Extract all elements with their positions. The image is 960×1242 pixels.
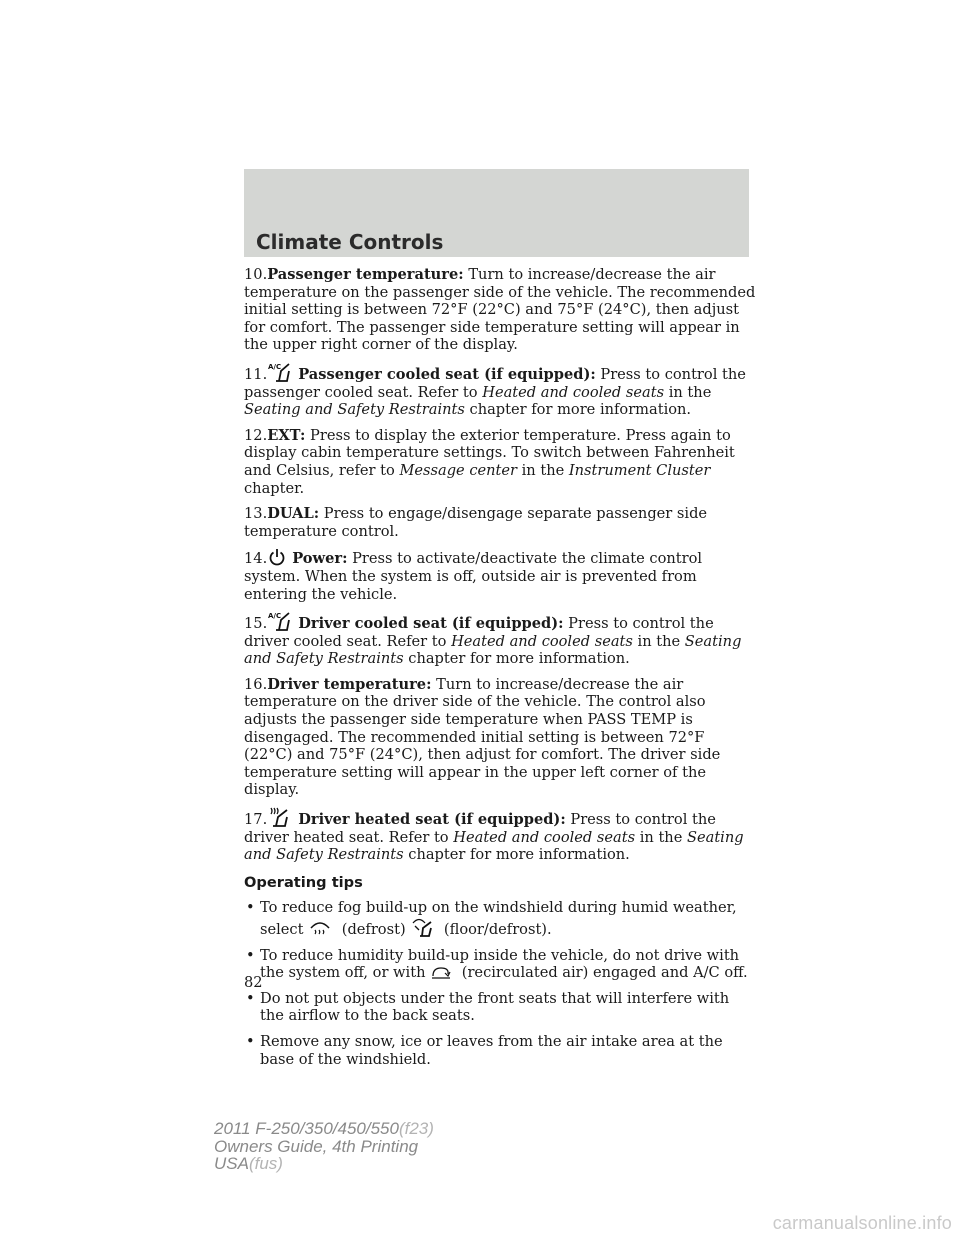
svg-text:A/C: A/C [268,362,282,371]
heated-seat-icon [268,807,292,827]
chapter-title: Climate Controls [256,230,444,254]
item-14: 14. Power: Press to activate/deactivate the climate control system. When the system is off, outside air is prevented from entering the vehicle. [244,550,703,603]
tip-item: • Remove any snow, ice or leaves from the air intake area at the base of the windshield. [246,1032,723,1068]
defrost-icon [309,919,331,937]
operating-tips-list [244,899,756,1068]
ac-cooled-seat-icon [268,362,292,382]
item-15: 15. A/C Driver cooled seat (if equipped): Press to control the driver cooled seat. Refer to Heated and cooled seats in the Seating and Safety Restraints chapter for more information. [244,612,742,668]
operating-tips-heading: Operating tips [244,873,363,891]
power-icon [268,548,286,566]
footer-line-2: Owners Guide, 4th Printing [214,1136,419,1156]
svg-text:A/C: A/C [268,612,282,621]
page-content [244,266,756,1076]
tip-item: • Do not put objects under the front seats that will interfere with the airflow to the back seats. [246,989,730,1025]
item-16: 16.Driver temperature: Turn to increase/decrease the air temperature on the driver side of the vehicle. The control also adjusts the passenger side temperature when PASS TEMP is disengaged. The recommended initial setting is between 72°F (22°C) and 75°F (24°C), then adjust for comfort. The driver side temperature setting will appear in the upper left corner of the display. [244,675,721,799]
page-number: 82 [244,974,263,991]
item-13: 13.DUAL: Press to engage/disengage separate passenger side temperature control. [244,505,708,540]
tip-item: • To reduce humidity build-up inside the vehicle, do not drive with the system off, or with (recirculated air) engaged and A/C off. [246,946,748,982]
item-17: 17. Driver heated seat (if equipped): Press to control the driver heated seat. Refer to Heated and cooled seats in the Seating and Safety Restraints chapter for more information. [244,807,756,864]
recirculated-air-icon [431,966,451,980]
document-footer [214,1120,434,1173]
watermark: carmanualsonline.info [772,1213,952,1233]
footer-line-3: USA(fus) [214,1154,283,1173]
item-10: 10.Passenger temperature: Turn to increase/decrease the air temperature on the passenger side of the vehicle. The recommended initial setting is between 72°F (22°C) and 75°F (24°C), then adjust for comfort. The passenger side temperature setting will appear in the upper right corner of the display. [244,266,756,354]
item-12: 12.EXT: Press to display the exterior temperature. Press again to display cabin temperature settings. To switch between Fahrenheit and Celsius, refer to Message center in the Instrument Cluster chapter. [244,426,735,497]
ac-cooled-seat-icon [268,611,292,631]
floor-defrost-icon [411,917,433,937]
item-11: 11. A/C Passenger cooled seat (if equipped): Press to control the passenger cooled seat. Refer to Heated and cooled seats in the Seating and Safety Restraints chapter for more information. [244,362,746,419]
footer-line-1: 2011 F-250/350/450/550(f23) [214,1119,434,1138]
tip-item: • To reduce fog build-up on the windshield during humid weather, select (defrost) (floor/defrost). [246,899,737,938]
